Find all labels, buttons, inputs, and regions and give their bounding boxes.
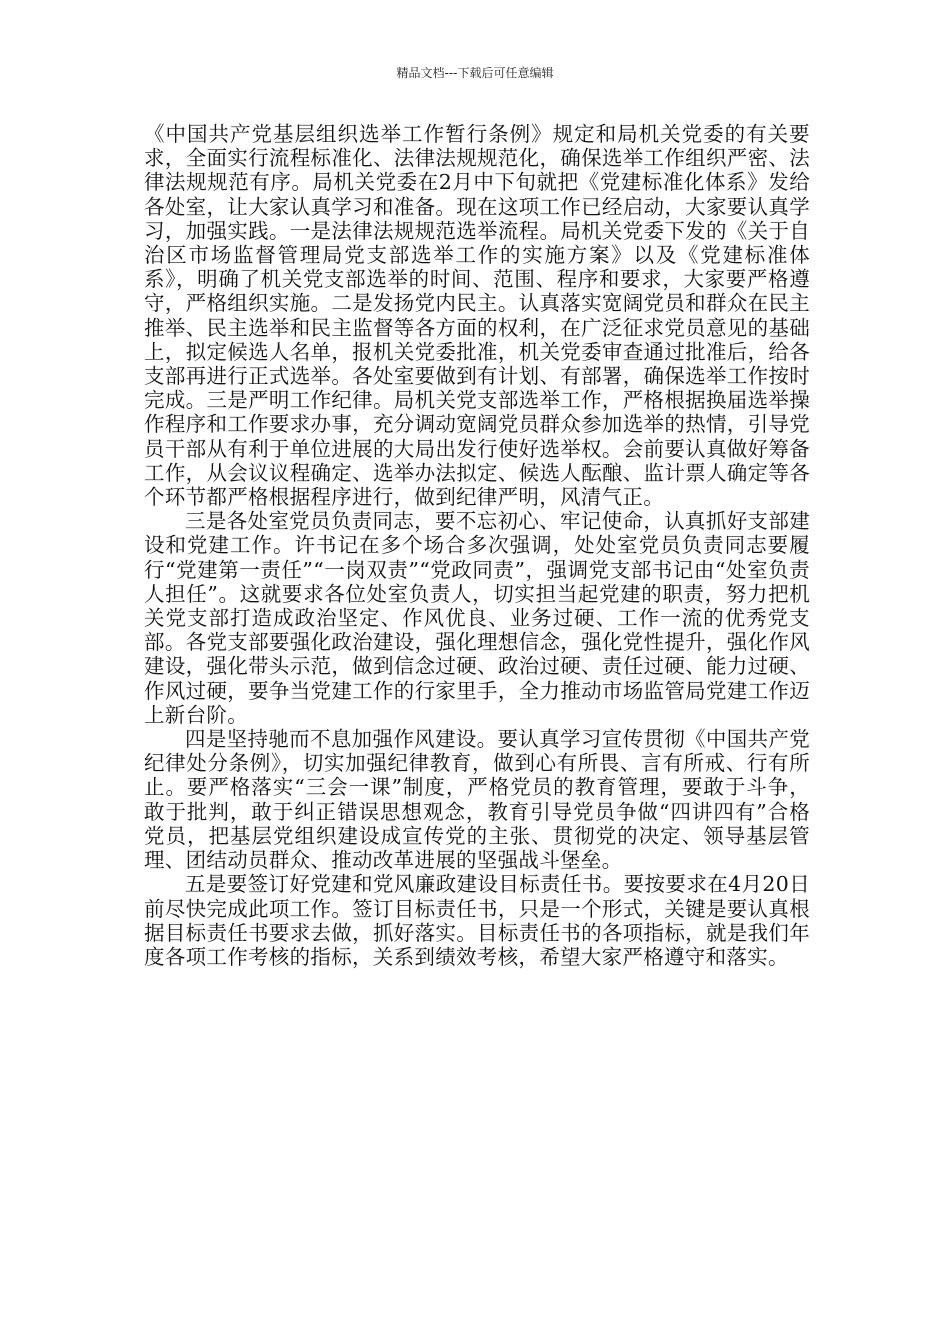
page-header: 精品文档---下载后可任意编辑 [396, 66, 554, 80]
paragraph-election-process: 《中国共产党基层组织选举工作暂行条例》规定和局机关党委的有关要求，全面实行流程标准化、法律法规规范化，确保选举工作组织严密、法律法规规范有序。局机关党委在2月中下旬就把《党建标准化体系》发给各处室，让大家认真学习和准备。现在这项工作已经启动，大家要认真学习，加强实践。一是法律法规规范选举流程。局机关党委下发的《关于自治区市场监督管理局党支部选举工作的实施方案》以及《党建标准体系》，明确了机关党支部选举的时间、范围、程序和要求，大家要严格遵守，严格组织实施。二是发扬党内民主。认真落实宽阔党员和群众在民主推举、民主选举和民主监督等各方面的权利，在广泛征求党员意见的基础上，拟定候选人名单，报机关党委批准，机关党委审查通过批准后，给各支部再进行正式选举。各处室要做到有计划、有部署，确保选举工作按时完成。三是严明工作纪律。局机关党支部选举工作，严格根据换届选举操作程序和工作要求办事，充分调动宽阔党员群众参加选举的热情，引导党员干部从有利于单位进展的大局出发行使好选举权。会前要认真做好筹备工作，从会议议程确定、选举办法拟定、候选人酝酿、监计票人确定等各个环节都严格根据程序进行，做到纪律严明，风清气正。 [144, 122, 810, 510]
paragraph-branch-building: 三是各处室党员负责同志，要不忘初心、牢记使命，认真抓好支部建设和党建工作。许书记在多个场合多次强调，处处室党员负责同志要履行“党建第一责任”“一岗双责”“党政同责”，强调党支部书记由“处室负责人担任”。这就要求各位处室负责人，切实担当起党建的职责，努力把机关党支部打造成政治坚定、作风优良、业务过硬、工作一流的优秀党支部。各党支部要强化政治建设，强化理想信念，强化党性提升，强化作风建设，强化带头示范，做到信念过硬、政治过硬、责任过硬、能力过硬、作风过硬，要争当党建工作的行家里手，全力推动市场监管局党建工作迈上新台阶。 [144, 509, 810, 727]
paragraph-responsibility-letter: 五是要签订好党建和党风廉政建设目标责任书。要按要求在4月20日前尽快完成此项工作。签订目标责任书，只是一个形式，关键是要认真根据目标责任书要求去做，抓好落实。目标责任书的各项指标，就是我们年度各项工作考核的指标，关系到绩效考核，希望大家严格遵守和落实。 [144, 872, 810, 969]
paragraph-work-style: 四是坚持驰而不息加强作风建设。要认真学习宣传贯彻《中国共产党纪律处分条例》，切实加强纪律教育，做到心有所畏、言有所戒、行有所止。要严格落实“三会一课”制度，严格党员的教育管理，要敢于斗争，敢于批判，敢于纠正错误思想观念，教育引导党员争做“四讲四有”合格党员，把基层党组织建设成宣传党的主张、贯彻党的决定、领导基层管理、团结动员群众、推动改革进展的坚强战斗堡垒。 [144, 727, 810, 873]
document-body [144, 122, 810, 969]
